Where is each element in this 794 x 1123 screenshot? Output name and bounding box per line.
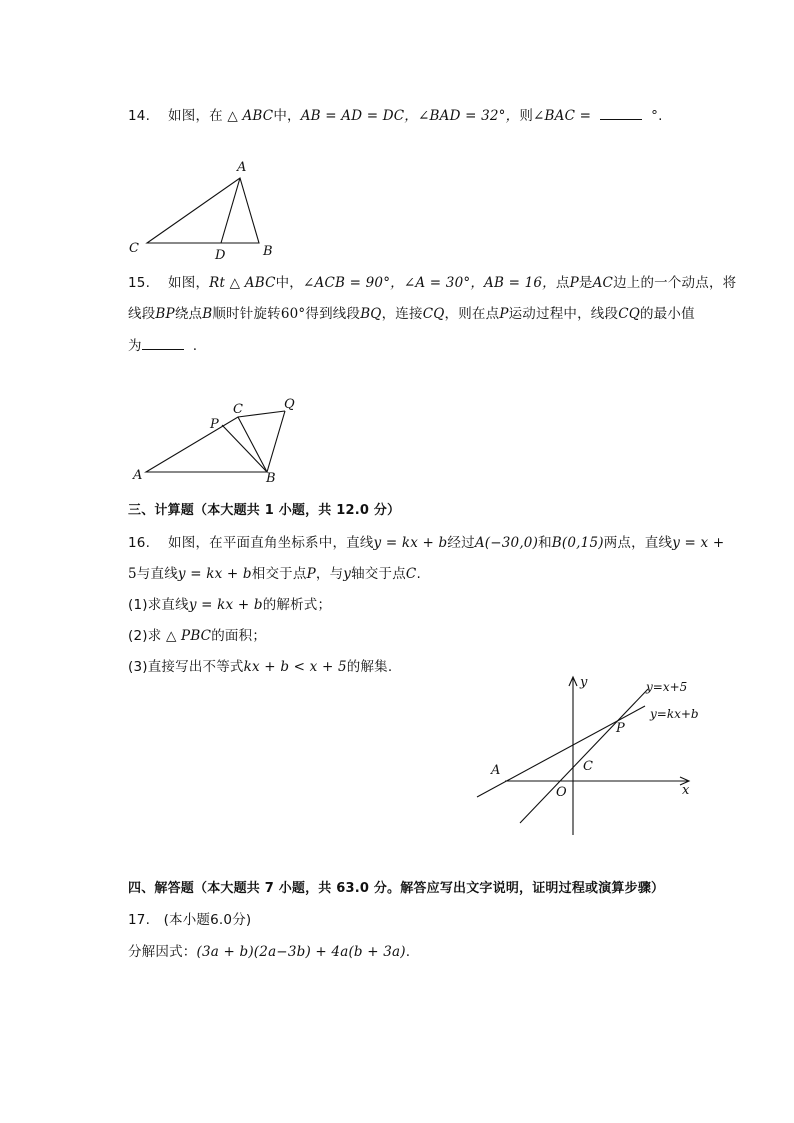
q16-math: P <box>306 566 316 582</box>
q15-text: 线段 <box>128 306 156 322</box>
q15-label-c: C <box>233 402 243 417</box>
q16-text: (3)直接写出不等式 <box>128 659 244 675</box>
q16-text: △ <box>165 628 177 644</box>
q16-text: . <box>416 566 421 582</box>
q16-text: 的面积； <box>211 628 267 644</box>
q15-text: 中， <box>275 275 304 291</box>
q16-number: 16. <box>128 535 151 551</box>
q16-math: A(−30,0) <box>474 535 539 551</box>
q15-math: BQ <box>360 306 382 322</box>
q16-text: 的解析式； <box>262 597 332 613</box>
q16-line-y-kx-plus-b <box>477 706 645 797</box>
q14-triangle-name: ABC <box>242 108 274 124</box>
q16-text: (2)求 <box>128 628 162 644</box>
q14-degree: °. <box>651 108 663 124</box>
q15-math: ∠ACB = 90°，∠A = 30°，AB = 16， <box>303 275 556 291</box>
q16-math: kx + b < x + 5 <box>243 659 347 675</box>
q16-math: C <box>405 566 417 582</box>
q15-text: 点 <box>555 275 570 291</box>
q15-label-b: B <box>266 471 276 486</box>
q15-math: ABC <box>244 275 276 291</box>
q16-label-x-axis: x <box>682 783 690 798</box>
q16-math: y = x + <box>672 535 725 551</box>
q15-text: 绕点 <box>174 306 203 322</box>
q16-text: (1)求直线 <box>128 597 189 613</box>
q15-math: 60° <box>280 306 306 322</box>
q16-label-line-1: y=x+5 <box>646 680 688 694</box>
q15-text: 运动过程中，线段 <box>508 306 619 322</box>
q15-math: P <box>569 275 579 291</box>
q15-text: 是 <box>578 275 593 291</box>
q14-label-a: A <box>237 160 247 175</box>
q16-math: y = kx + b <box>177 566 252 582</box>
q15-number: 15. <box>128 275 151 291</box>
q16-label-y-axis: y <box>580 675 588 690</box>
q17-header <box>128 908 251 928</box>
q16-math: PBC <box>181 628 212 644</box>
q17-prompt <box>128 940 410 960</box>
q15-math: CQ <box>422 306 445 322</box>
q16-math: y <box>343 566 352 582</box>
q15-math: P <box>499 306 509 322</box>
q15-text: 边上的一个动点，将 <box>613 275 737 291</box>
q14-label-d: D <box>215 248 226 263</box>
q16-label-line-2: y=kx+b <box>650 707 699 721</box>
q15-text: 得到线段 <box>305 306 361 322</box>
q17-expression: (3a + b)(2a−3b) + 4a(b + 3a) <box>196 944 406 960</box>
q14-then: 则 <box>519 108 534 124</box>
q15-label-a: A <box>133 468 143 483</box>
q16-text: 两点，直线 <box>603 535 673 551</box>
q16-math: 5 <box>128 566 137 582</box>
q15-label-q: Q <box>284 397 295 412</box>
q17-lead: 分解因式： <box>128 944 197 960</box>
q16-label-p: P <box>616 721 625 736</box>
q14-target-angle: ∠BAC = <box>533 108 592 124</box>
q15-text: 如图， <box>168 275 210 291</box>
q15-line3-lead: 为 <box>128 338 142 354</box>
q15-text: 顺时针旋转 <box>212 306 281 322</box>
q16-label-c: C <box>583 759 593 774</box>
q16-text: 和 <box>538 535 552 551</box>
q15-text: ，则在点 <box>444 306 500 322</box>
q16-math: y = kx + b <box>188 597 263 613</box>
q15-math: AC <box>592 275 614 291</box>
q14-lead: 如图，在 <box>168 108 223 124</box>
q16-text: 相交于点 <box>251 566 307 582</box>
q16-text: 经过 <box>447 535 475 551</box>
q16-label-origin: O <box>556 785 567 800</box>
q14-mid: 中， <box>273 108 301 124</box>
q15-text: △ <box>229 275 241 291</box>
q15-text: ，连接 <box>381 306 423 322</box>
q15-period: . <box>192 338 198 354</box>
q14-number: 14. <box>128 108 151 124</box>
q15-math: BP <box>155 306 175 322</box>
q16-label-a: A <box>491 763 501 778</box>
q14-label-b: B <box>263 244 273 259</box>
q15-math: CQ <box>618 306 641 322</box>
q17-score: (本小题6.0分) <box>163 912 252 928</box>
q16-math: y = kx + b <box>373 535 448 551</box>
q14-label-c: C <box>129 241 139 256</box>
section-4-heading: 四、解答题（本大题共 7 小题，共 63.0 分。解答应写出文字说明，证明过程或演算步骤） <box>128 881 665 896</box>
q17-number: 17. <box>128 912 151 928</box>
q16-text: 与直线 <box>136 566 178 582</box>
q17-end: . <box>405 944 411 960</box>
q16-text: 如图，在平面直角坐标系中，直线 <box>168 535 374 551</box>
q16-text: 轴交于点 <box>351 566 406 582</box>
q16-text: 的解集. <box>346 659 393 675</box>
section-3-heading: 三、计算题（本大题共 1 小题，共 12.0 分） <box>128 503 401 518</box>
q15-math: Rt <box>209 275 226 291</box>
q15-math: B <box>202 306 213 322</box>
q16-math: B(0,15) <box>551 535 604 551</box>
q16-text: ，与 <box>315 566 344 582</box>
q16-line-y-x-plus-5 <box>520 689 648 823</box>
q14-triangle-symbol: △ <box>227 108 238 124</box>
q15-text: 的最小值 <box>640 306 695 322</box>
q15-label-p: P <box>210 417 219 432</box>
q14-conditions: AB = AD = DC，∠BAD = 32°， <box>300 108 520 124</box>
